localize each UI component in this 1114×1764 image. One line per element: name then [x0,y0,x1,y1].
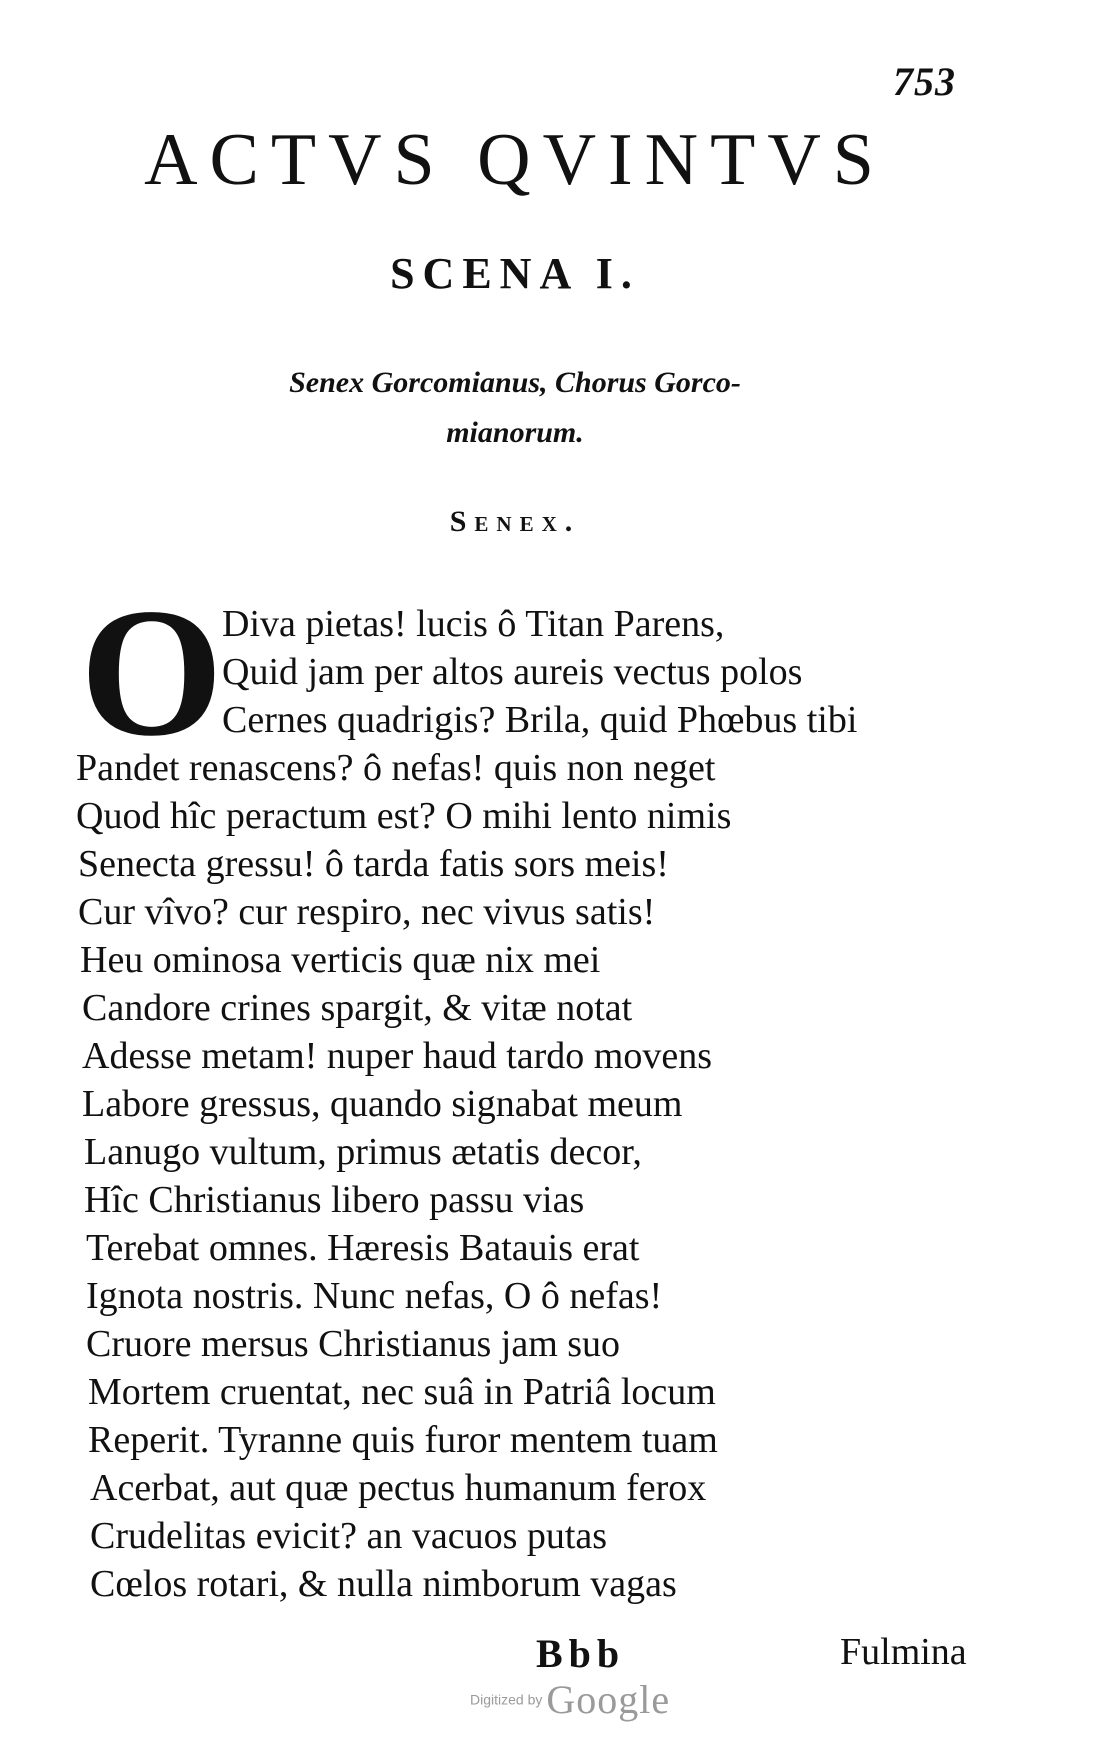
act-title: ACTVS QVINTVS [144,119,886,201]
verse-line: Reperit. Tyranne quis furor mentem tuam [88,1419,718,1461]
page-number: 753 [893,59,956,104]
digitized-watermark [470,1676,670,1723]
verse-line: Cœlos rotari, & nulla nimborum vagas [90,1563,677,1605]
verse-line: Adesse metam! nuper haud tardo movens [82,1035,712,1077]
watermark-brand: Google [546,1677,671,1722]
characters-line-2: mianorum. [446,416,584,449]
verse-line: Pandet renascens? ô nefas! quis non neget [76,747,716,789]
watermark-prefix: Digitized by [470,1691,543,1708]
verse-line: Labore gressus, quando signabat meum [82,1083,683,1125]
verse-line: Cernes quadrigis? Brila, quid Phœbus tibi [222,699,858,741]
verse-line: Crudelitas evicit? an vacuos putas [90,1515,608,1557]
verse-line: Acerbat, aut quæ pectus humanum ferox [90,1467,707,1509]
verse-line: Quod hîc peractum est? O mihi lento nimis [76,795,732,837]
verse-line: Cruore mersus Christianus jam suo [86,1323,621,1365]
verse-line: Terebat omnes. Hæresis Batauis erat [86,1227,640,1269]
catchword: Fulmina [840,1631,967,1673]
verse-line: Cur vîvo? cur respiro, nec vivus satis! [78,891,656,933]
verse-line: Candore crines spargit, & vitæ notat [82,987,633,1029]
verse-line: Heu ominosa verticis quæ nix mei [80,939,601,981]
dramatis-personae [0,358,1030,458]
verse-line: Senecta gressu! ô tarda fatis sors meis! [78,843,669,885]
speaker-heading: Senex. [449,505,581,538]
scene-title: SCENA I. [390,249,640,298]
characters-line-1: Senex Gorcomianus, Chorus Gorco- [289,366,741,399]
verse-line: Diva pietas! lucis ô Titan Parens, [222,603,725,645]
verse-line: Hîc Christianus libero passu vias [84,1179,585,1221]
verse-line: Quid jam per altos aureis vectus polos [222,651,803,693]
verse-line: Mortem cruentat, nec suâ in Patriâ locum [88,1371,716,1413]
signature-mark: Bbb [536,1631,626,1676]
verse-line: Ignota nostris. Nunc nefas, O ô nefas! [86,1275,663,1317]
verse-line: Lanugo vultum, primus ætatis decor, [84,1131,642,1173]
drop-cap-initial: O [80,570,224,774]
